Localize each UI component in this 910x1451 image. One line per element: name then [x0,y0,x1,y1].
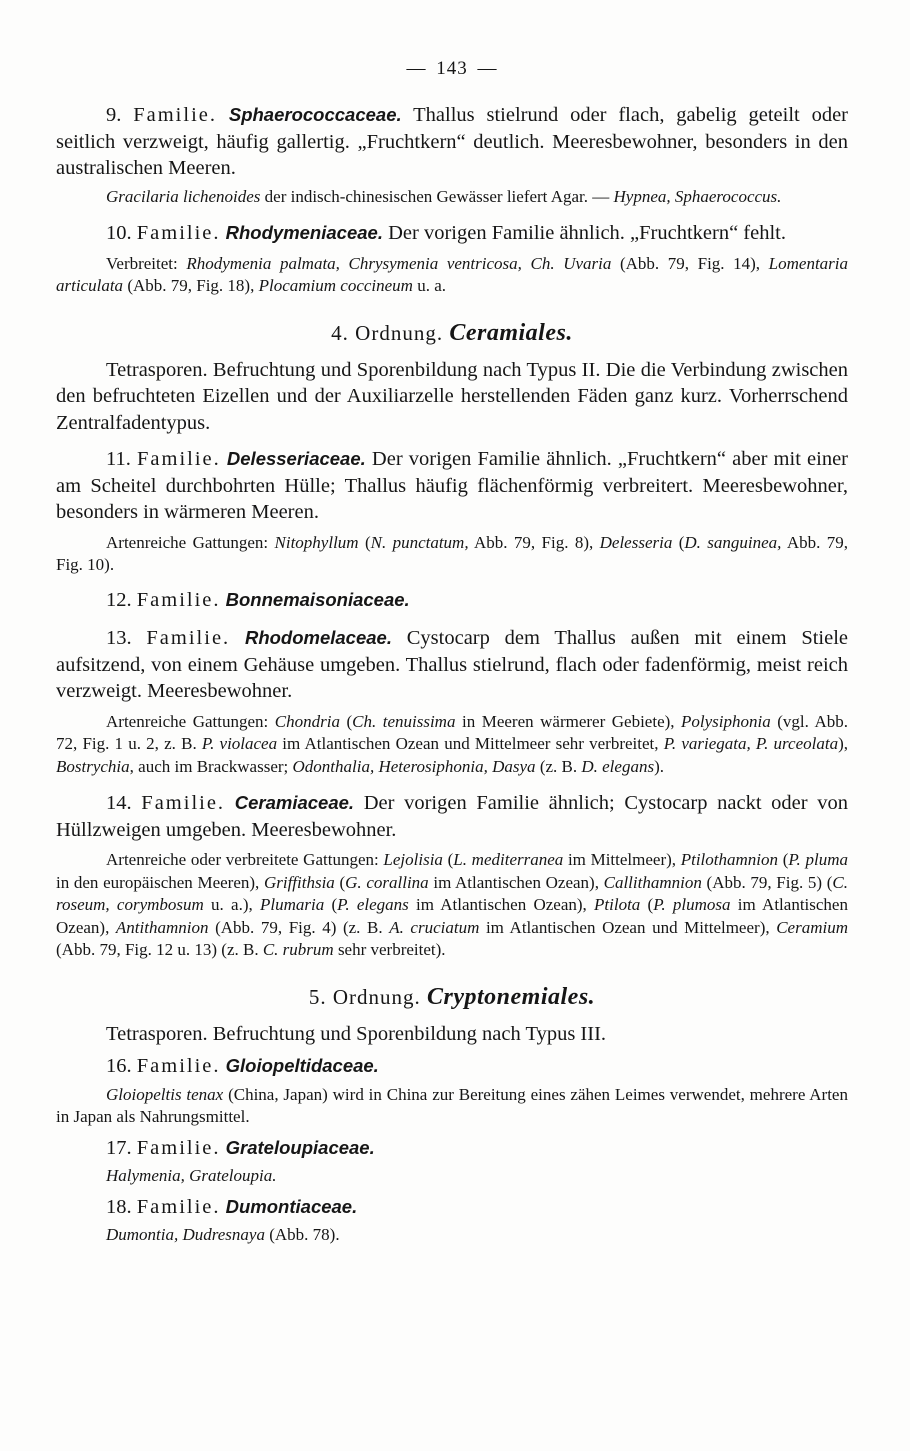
order-4-heading [56,320,848,347]
family-label: Familie. [136,588,221,611]
note-text: Abb. 79, Fig. 10). [56,532,848,574]
family-name: Grateloupiaceae. [225,1136,375,1158]
family-label: Familie. [136,1055,221,1077]
family-number: 10. [106,222,137,244]
order-name: Ceramiales. [449,319,573,346]
genus-name: Lomentaria articulata [56,253,849,295]
note-text: ( [324,895,338,914]
note-text: (Abb. 79, Fig. 5) ( [701,872,833,892]
note-text: , auch im Brackwasser; [129,756,293,776]
genus-name: Plumaria [260,895,325,914]
genus-name: Halymenia, Grateloupia. [106,1166,277,1185]
genus-name: Odonthalia, Heterosiphonia, Dasya [292,756,536,776]
order-label: 5. Ordnung. [308,984,427,1009]
family-18-heading [56,1194,848,1221]
note-text: ( [442,850,454,869]
genus-name: Rhodymenia palmata, Chrysymenia ventricosa, Ch. Uvaria [186,253,612,273]
family-13-heading [56,625,848,705]
family-17-heading [56,1135,848,1162]
family-10-heading [56,220,848,247]
family-name: Gloiopeltidaceae. [225,1055,379,1076]
family-name: Rhodomelaceae. [244,627,392,648]
genus-name: P. plumosa [653,895,731,914]
genus-name: N. punctatum, [370,532,469,552]
family-18-note [56,1224,848,1247]
order-4-description: Tetrasporen. Befruchtung und Sporenbildung nach Typus II. Die die Verbindung zwischen den befruchteten Eizellen und der Auxiliarzelle herstellenden Fäden ganz kurz. Vorherrschend Zentralfadentypus. [56,358,848,434]
genus-name: C. roseum, corymbosum [56,872,848,914]
note-text: im Atlantischen Ozean), [408,895,595,914]
family-label: Familie. [146,627,231,649]
family-14-heading [56,790,848,843]
note-text: u. a.), [203,895,260,914]
order-label: 4. Ordnung. [331,320,450,345]
family-label: Familie. [136,1136,221,1159]
family-11-heading [56,446,848,526]
note-text: ( [672,532,685,552]
genus-name: Griffithsia [263,872,335,892]
family-name: Ceramiaceae. [234,792,355,813]
family-16-note [56,1084,848,1129]
genus-name: A. cruciatum [389,917,480,937]
family-name: Rhodymeniaceae. [225,222,383,243]
genus-name: Gracilaria lichenoides [106,186,261,206]
family-number: 13. [106,627,147,649]
genus-name: Gloiopeltis tenax [106,1084,224,1104]
page [56,58,848,1247]
genus-name: P. violacea [201,734,278,753]
family-14-note [56,849,848,962]
family-number: 16. [106,1055,137,1077]
genus-name: P. elegans [337,895,409,914]
note-text: Artenreiche Gattungen: [106,532,275,552]
family-11-note [56,532,848,577]
family-name: Bonnemaisoniaceae. [225,588,410,610]
family-label: Familie. [141,792,226,814]
family-label: Familie. [136,222,221,244]
note-text: (z. B. [535,756,582,776]
family-label: Familie. [137,448,221,470]
family-number: 18. [106,1195,137,1218]
note-text: im Atlantischen Ozean und Mittelmeer), [479,917,777,937]
note-text: im Atlantischen Ozean), [56,895,848,937]
note-text: ( [339,711,353,731]
family-label: Familie. [133,104,217,126]
order-5-heading [56,984,848,1011]
genus-name: D. elegans [581,756,655,776]
note-text: (vgl. Abb. 72, Fig. 1 u. 2, z. B. [56,711,848,753]
genus-name: C. rubrum [262,940,334,959]
genus-name: L. mediterranea [453,850,564,869]
family-number: 12. [106,588,137,611]
genus-name: Antithamnion [115,917,209,937]
family-label: Familie. [136,1195,221,1218]
family-13-note [56,711,848,779]
note-text: (Abb. 79, Fig. 18), [123,276,259,295]
family-name: Delesseriaceae. [226,448,366,469]
note-text: ). [654,756,664,776]
note-text: ( [778,850,789,869]
note-text: in den europäischen Meeren), [56,872,264,892]
note-text: im Atlantischen Ozean), [428,872,604,892]
family-number: 17. [106,1136,137,1159]
note-text: u. a. [412,276,447,295]
genus-name: Plocamium coccineum [258,276,413,295]
genus-name: Lejolisia [383,850,443,869]
note-text: Verbreitet: [106,253,187,273]
note-text: im Mittelmeer), [563,850,681,869]
genus-name: Hypnea, Sphaerococcus. [613,186,782,206]
family-number: 14. [106,792,142,814]
note-text: ( [334,872,346,892]
order-name: Cryptonemiales. [427,983,596,1010]
family-name: Sphaerococcaceae. [228,104,402,125]
genus-name: D. sanguinea, [684,532,782,552]
family-17-note [56,1165,848,1188]
note-text: ( [640,895,654,914]
family-10-note [56,253,848,298]
genus-name: Callithamnion [603,872,702,892]
genus-name: Nitophyllum [274,532,359,552]
note-text: Artenreiche oder verbreitete Gattungen: [106,850,384,869]
genus-name: Delesseria [599,532,673,552]
genus-name: Polysiphonia [681,711,771,731]
family-9-heading [56,102,848,182]
page-number: — 143 — [406,58,498,79]
genus-name: Ch. tenuissima [352,711,456,731]
family-name: Dumontiaceae. [225,1195,358,1217]
genus-name: Ceramium [776,917,848,937]
note-text: (China, Japan) wird in China zur Bereitung eines zähen Leimes verwendet, mehrere Arten in Japan als Nahrungsmittel. [56,1084,848,1126]
family-12-heading [56,587,848,614]
genus-name: Dumontia, Dudresnaya [106,1225,265,1244]
family-number: 11. [106,448,137,470]
note-text: im Atlantischen Ozean und Mittelmeer sehr verbreitet, [277,734,664,753]
genus-name: Chondria [274,711,340,731]
note-text: ), [838,734,849,753]
family-description: Der vorigen Familie ähnlich. „Fruchtkern“ fehlt. [382,222,787,244]
family-description: Der vorigen Familie ähnlich; Cystocarp nackt oder von Hüllzweigen umgeben. Meeresbewohner. [56,792,849,841]
note-text: der indisch-chinesischen Gewässer liefert Agar. — [260,186,614,206]
note-text: (Abb. 79, Fig. 14), [611,253,769,273]
family-description: Der vorigen Familie ähnlich. „Fruchtkern“ aber mit einer am Scheitel durchbohrten Hülle; Thallus häufig flächenförmig verbreitert. Meeresbewohner, besonders in wärmeren Meeren. [56,448,848,523]
note-text: (Abb. 78). [264,1225,340,1244]
genus-name: P. variegata, P. urceolata [663,734,839,753]
note-text: sehr verbreitet). [333,940,446,959]
note-text: Abb. 79, Fig. 8), [468,532,600,552]
note-text: Artenreiche Gattungen: [106,711,275,731]
note-text: (Abb. 79, Fig. 4) (z. B. [208,917,390,937]
note-text: ( [358,532,371,552]
order-5-description: Tetrasporen. Befruchtung und Sporenbildung nach Typus III. [106,1022,607,1045]
family-number: 9. [106,104,134,126]
note-text: (Abb. 79, Fig. 12 u. 13) (z. B. [56,940,263,959]
genus-name: Ptilothamnion [680,850,778,869]
family-description: Thallus stielrund oder flach, gabelig geteilt oder seitlich verzweigt, häufig gallertig. „Fruchtkern“ deutlich. Meeresbewohner, besonders in den australischen Meeren. [56,104,849,179]
genus-name: Bostrychia [56,756,130,776]
note-text: in Meeren wärmerer Gebiete), [455,711,682,731]
family-description: Cystocarp dem Thallus außen mit einem Stiele aufsitzend, von einem Gehäuse umgeben. Thallus stielrund, flach oder fadenförmig, meist reich verzweigt. Meeresbewohner. [56,627,848,702]
family-9-note [56,186,848,209]
family-16-heading [56,1053,848,1080]
genus-name: G. corallina [345,872,429,892]
genus-name: P. pluma [788,850,848,869]
genus-name: Ptilota [594,895,641,914]
